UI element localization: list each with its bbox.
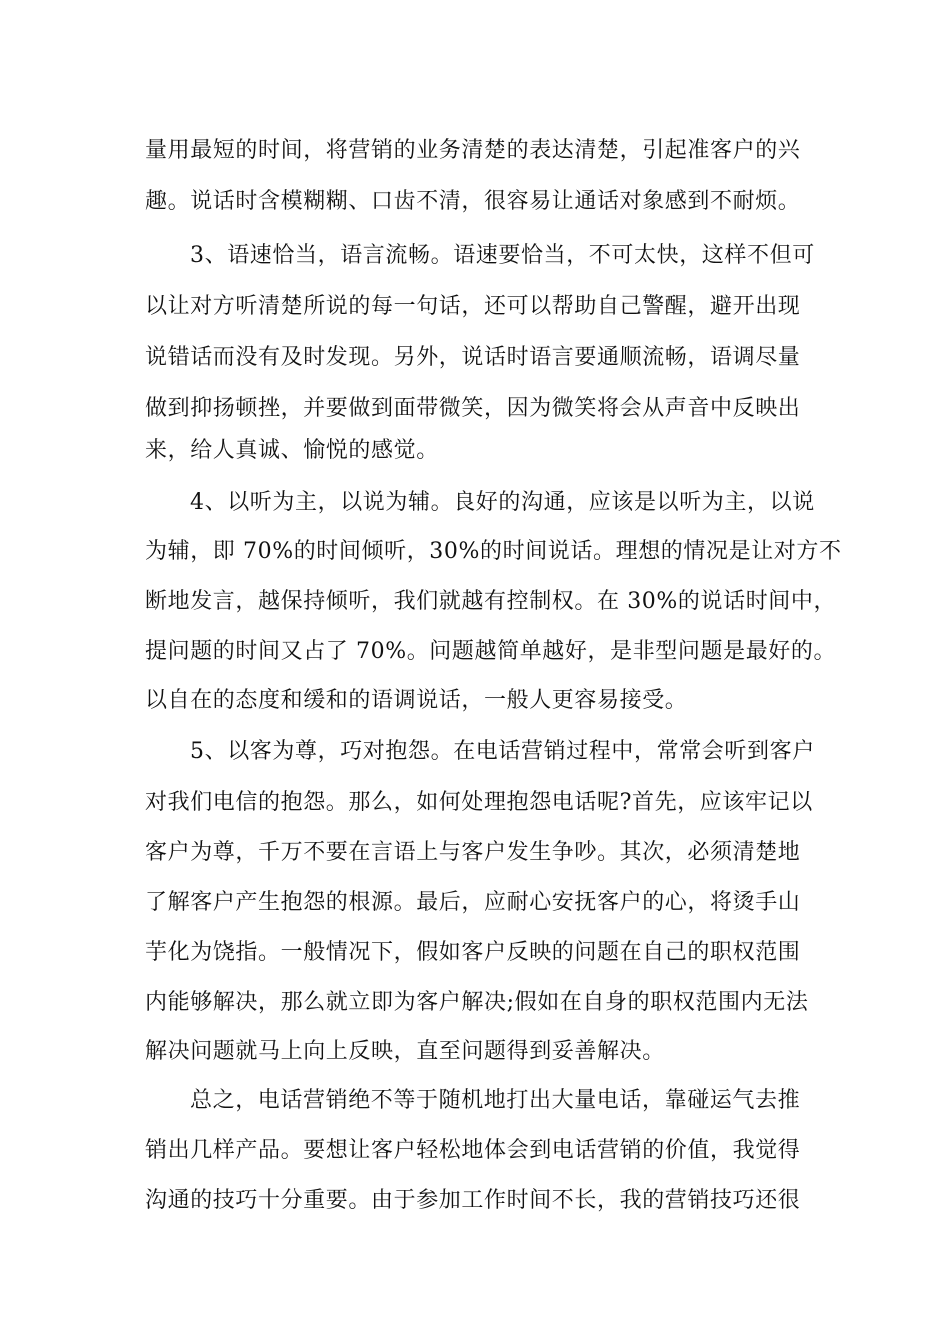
paragraph-start-line: 4、以听为主，以说为辅。良好的沟通，应该是以听为主，以说 bbox=[190, 490, 815, 515]
text-line: 以让对方听清楚所说的每一句话，还可以帮助自己警醒，避开出现 bbox=[145, 294, 801, 319]
text-line: 内能够解决，那么就立即为客户解决;假如在自身的职权范围内无法 bbox=[145, 990, 809, 1015]
text-line: 客户为尊，千万不要在言语上与客户发生争吵。其次，必须清楚地 bbox=[145, 840, 801, 865]
text-line: 沟通的技巧十分重要。由于参加工作时间不长，我的营销技巧还很 bbox=[145, 1188, 801, 1213]
text-line: 说错话而没有及时发现。另外，说话时语言要通顺流畅，语调尽量 bbox=[145, 345, 801, 370]
paragraph-start-line: 3、语速恰当，语言流畅。语速要恰当，不可太快，这样不但可 bbox=[190, 243, 815, 268]
text-line: 以自在的态度和缓和的语调说话，一般人更容易接受。 bbox=[145, 688, 688, 713]
text-line: 趣。说话时含模糊糊、口齿不清，很容易让通话对象感到不耐烦。 bbox=[145, 189, 801, 214]
text-line: 量用最短的时间，将营销的业务清楚的表达清楚，引起准客户的兴 bbox=[145, 138, 801, 163]
paragraph-start-line: 5、以客为尊，巧对抱怨。在电话营销过程中，常常会听到客户 bbox=[190, 739, 815, 764]
text-line: 了解客户产生抱怨的根源。最后，应耐心安抚客户的心，将烫手山 bbox=[145, 890, 801, 915]
text-line: 为辅，即 70%的时间倾听，30%的时间说话。理想的情况是让对方不 bbox=[145, 539, 842, 564]
text-line: 做到抑扬顿挫，并要做到面带微笑，因为微笑将会从声音中反映出 bbox=[145, 396, 801, 421]
paragraph-start-line: 总之，电话营销绝不等于随机地打出大量电话，靠碰运气去推 bbox=[190, 1088, 801, 1113]
text-line: 提问题的时间又占了 70%。问题越简单越好，是非型问题是最好的。 bbox=[145, 639, 837, 664]
text-line: 来，给人真诚、愉悦的感觉。 bbox=[145, 438, 439, 463]
text-line: 芋化为饶指。一般情况下，假如客户反映的问题在自己的职权范围 bbox=[145, 940, 801, 965]
text-line: 销出几样产品。要想让客户轻松地体会到电话营销的价值，我觉得 bbox=[145, 1138, 801, 1163]
text-line: 对我们电信的抱怨。那么，如何处理抱怨电话呢?首先，应该牢记以 bbox=[145, 790, 813, 815]
text-line: 解决问题就马上向上反映，直至问题得到妥善解决。 bbox=[145, 1039, 665, 1064]
text-line: 断地发言，越保持倾听，我们就越有控制权。在 30%的说话时间中， bbox=[145, 589, 837, 614]
